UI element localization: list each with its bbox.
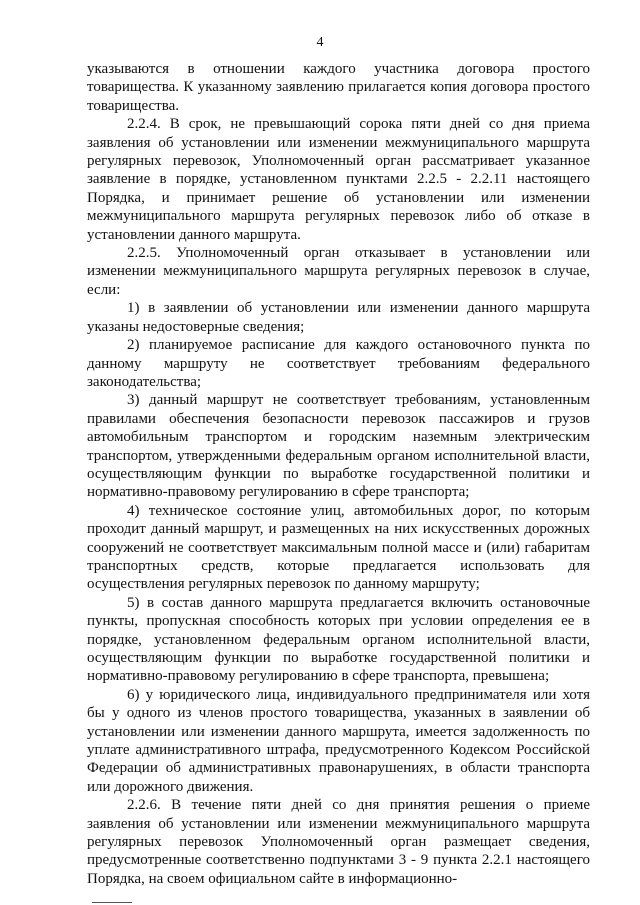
paragraph-continuation: указываются в отношении каждого участника договора простого товарищества. К указанному заявлению прилагается копия договора простого товарищества. [87, 61, 590, 114]
paragraph-2-2-5: 2.2.5. Уполномоченный орган отказывает в установлении или изменении межмуниципального маршрута регулярных перевозок в случае, если: [87, 245, 590, 298]
document-body [87, 60, 590, 888]
page-number: 4 [316, 35, 324, 50]
list-item-2: 2) планируемое расписание для каждого остановочного пункта по данному маршруту не соответствует требованиям федерального законодательства; [87, 337, 590, 390]
list-item-1: 1) в заявлении об установлении или изменении данного маршрута указаны недостоверные сведения; [87, 300, 590, 335]
footer-divider [92, 902, 132, 903]
paragraph-2-2-4: 2.2.4. В срок, не превышающий сорока пяти дней со дня приема заявления об установлении или изменении межмуниципального маршрута регулярных перевозок, Уполномоченный орган рассматривает указанное заявление в порядке, установленном пунктами 2.2.5 - 2.2.11 настоящего Порядка, и принимает решение об установлении или изменении межмуниципального маршрута регулярных перевозок либо об отказе в установлении данного маршрута. [87, 116, 590, 243]
list-item-5: 5) в состав данного маршрута предлагается включить остановочные пункты, пропускная способность которых при условии определения ее в порядке, установленном федеральным органом исполнительной власти, осуществляющим функции по выработке государственной политики и нормативно-правовому регулированию в сфере транспорта, превышена; [87, 594, 590, 685]
paragraph-2-2-6: 2.2.6. В течение пяти дней со дня принятия решения о приеме заявления об установлении или изменении межмуниципального маршрута регулярных перевозок Уполномоченный орган размещает сведения, предусмотренные соответственно подпунктами 3 - 9 пункта 2.2.1 настоящего Порядка, на своем официальном сайте в информационно- [87, 797, 590, 887]
list-item-4: 4) техническое состояние улиц, автомобильных дорог, по которым проходит данный маршрут, и размещенных на них искусственных дорожных сооружений не соответствует максимальным полной массе и (или) габаритам транспортных средств, которые предлагается использовать для осуществления регулярных перевозок по данному маршруту; [87, 502, 590, 593]
list-item-3: 3) данный маршрут не соответствует требованиям, установленным правилами обеспечения безопасности перевозок пассажиров и грузов автомобильным транспортом и городским наземным электрическим транспортом, утвержденными федеральным органом исполнительной власти, осуществляющим функции по выработке государственной политики и нормативно-правовому регулированию в сфере транспорта; [87, 392, 590, 501]
list-item-6: 6) у юридического лица, индивидуального предпринимателя или хотя бы у одного из членов простого товарищества, указанных в заявлении об установлении или изменении данного маршрута, имеется задолженность по уплате административного штрафа, предусмотренного Кодексом Российской Федерации об административных правонарушениях, в области транспорта или дорожного движения. [87, 686, 590, 795]
